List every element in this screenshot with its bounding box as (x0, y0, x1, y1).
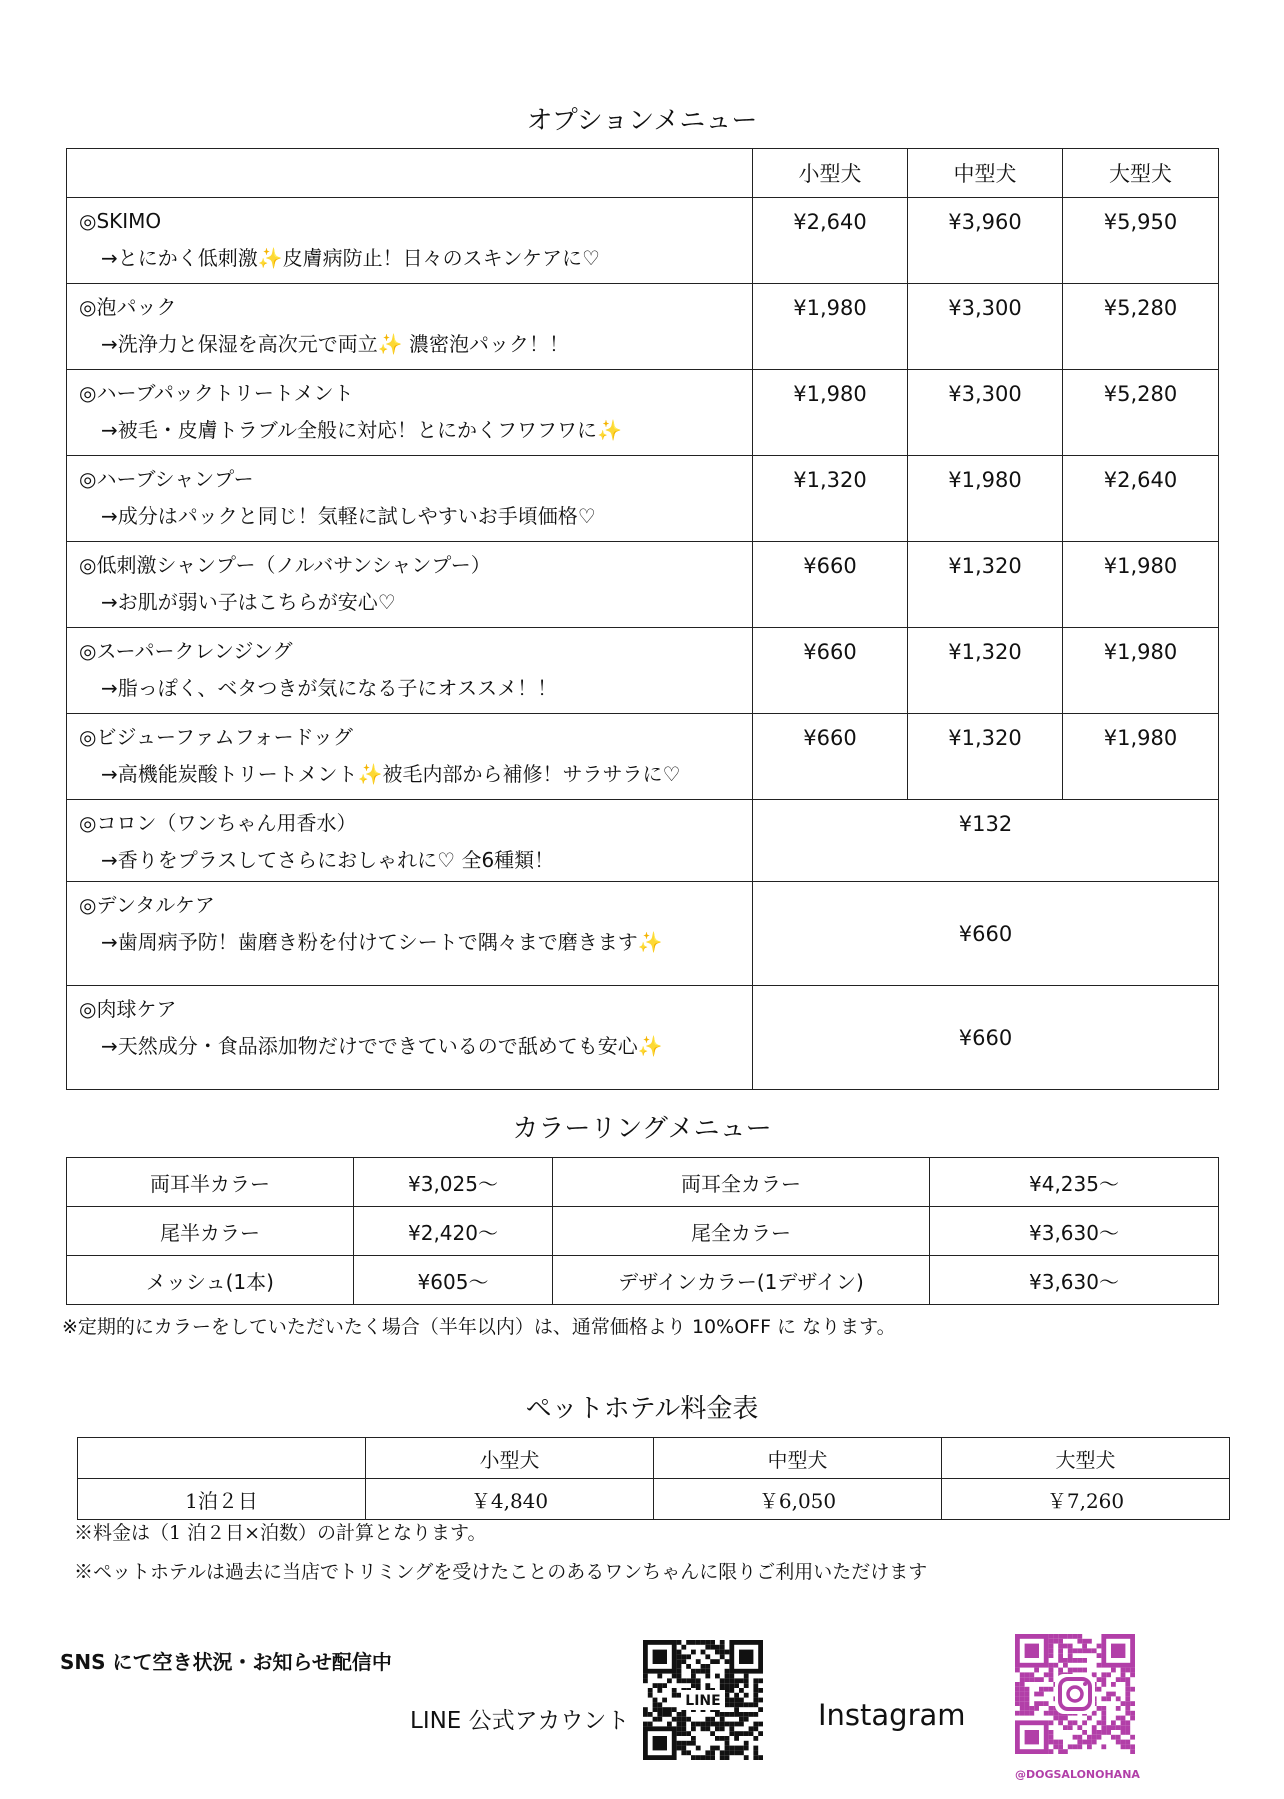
option-description: →とにかく低刺激✨皮膚病防止！日々のスキンケアに♡ (101, 246, 600, 270)
option-price: ¥5,280 (1063, 284, 1219, 370)
option-name-cell (67, 882, 753, 986)
coloring-price: ¥2,420～ (354, 1207, 553, 1256)
option-name-cell (67, 800, 753, 882)
option-menu-title: オプションメニュー (526, 106, 758, 136)
option-row-single-price (67, 986, 1219, 1090)
option-price: ¥3,960 (908, 198, 1063, 284)
coloring-price: ¥3,630～ (930, 1256, 1219, 1305)
option-name: ◎デンタルケア (79, 893, 215, 917)
instagram-handle: @DOGSALONOHANA (1015, 1768, 1140, 1781)
hotel-header-small: 小型犬 (366, 1438, 654, 1479)
hotel-stay: 1泊２日 (78, 1479, 366, 1520)
coloring-table (66, 1157, 1219, 1305)
pet-hotel-title: ペットホテル料金表 (525, 1394, 759, 1424)
option-price: ¥1,980 (908, 456, 1063, 542)
option-name: ◎SKIMO (79, 209, 162, 233)
hotel-price-small: ￥4,840 (366, 1479, 654, 1520)
option-name: ◎ハーブパックトリートメント (79, 381, 354, 405)
sns-heading: SNS にて空き状況・お知らせ配信中 (60, 1650, 392, 1674)
option-description: →お肌が弱い子はこちらが安心♡ (101, 590, 396, 614)
option-row (67, 542, 1219, 628)
hotel-note-1: ※料金は（1 泊２日×泊数）の計算となります。 (74, 1522, 487, 1544)
option-name: ◎肉球ケア (79, 997, 177, 1021)
option-price: ¥1,980 (753, 370, 908, 456)
hotel-header-large: 大型犬 (942, 1438, 1230, 1479)
option-price: ¥3,300 (908, 284, 1063, 370)
coloring-price: ¥605～ (354, 1256, 553, 1305)
option-name: ◎低刺激シャンプー（ノルバサンシャンプー） (79, 553, 491, 577)
coloring-item: 尾全カラー (553, 1207, 930, 1256)
option-price: ¥1,320 (908, 628, 1063, 714)
coloring-price: ¥4,235～ (930, 1158, 1219, 1207)
option-name-cell (67, 542, 753, 628)
hotel-note-2: ※ペットホテルは過去に当店でトリミングを受けたことのあるワンちゃんに限りご利用いただけます (74, 1561, 928, 1583)
option-header-row (67, 149, 1219, 198)
option-description: →香りをプラスしてさらにおしゃれに♡ 全6種類！ (101, 848, 555, 872)
option-name-cell (67, 198, 753, 284)
option-name: ◎スーパークレンジング (79, 639, 293, 663)
option-description: →高機能炭酸トリートメント✨被毛内部から補修！サラサラに♡ (101, 762, 681, 786)
option-price: ¥2,640 (1063, 456, 1219, 542)
line-label: LINE 公式アカウント (410, 1708, 630, 1734)
coloring-note: ※定期的にカラーをしていただいたく場合（半年以内）は、通常価格より 10%OFF に なります。 (62, 1316, 896, 1338)
option-row (67, 198, 1219, 284)
header-medium: 中型犬 (908, 149, 1063, 198)
option-price: ¥1,980 (753, 284, 908, 370)
coloring-item: 尾半カラー (67, 1207, 354, 1256)
option-menu-table (66, 148, 1219, 1090)
option-name-cell (67, 284, 753, 370)
option-name-cell (67, 456, 753, 542)
header-small: 小型犬 (753, 149, 908, 198)
option-price: ¥660 (753, 882, 1219, 986)
coloring-menu-title: カラーリングメニュー (512, 1114, 772, 1144)
option-row-single-price (67, 800, 1219, 882)
option-name: ◎ビジューファムフォードッグ (79, 725, 353, 749)
option-price: ¥3,300 (908, 370, 1063, 456)
coloring-item: 両耳全カラー (553, 1158, 930, 1207)
hotel-price-large: ￥7,260 (942, 1479, 1230, 1520)
option-price: ¥1,320 (753, 456, 908, 542)
instagram-label: Instagram (818, 1698, 966, 1732)
option-description: →被毛・皮膚トラブル全般に対応！とにかくフワフワに✨ (101, 418, 622, 442)
option-price: ¥5,950 (1063, 198, 1219, 284)
option-row (67, 370, 1219, 456)
option-price: ¥2,640 (753, 198, 908, 284)
pet-hotel-table (77, 1437, 1230, 1520)
option-price: ¥1,980 (1063, 628, 1219, 714)
option-row (67, 284, 1219, 370)
coloring-item: デザインカラー(1デザイン) (553, 1256, 930, 1305)
option-price: ¥132 (753, 800, 1219, 882)
option-price: ¥1,320 (908, 542, 1063, 628)
option-price: ¥1,320 (908, 714, 1063, 800)
coloring-item: 両耳半カラー (67, 1158, 354, 1207)
instagram-qr-code[interactable] (1015, 1634, 1135, 1754)
coloring-row (67, 1256, 1219, 1305)
option-description: →成分はパックと同じ！気軽に試しやすいお手頃価格♡ (101, 504, 596, 528)
option-price: ¥660 (753, 986, 1219, 1090)
coloring-row (67, 1207, 1219, 1256)
option-price: ¥660 (753, 628, 908, 714)
option-name-cell (67, 714, 753, 800)
option-name-cell (67, 628, 753, 714)
option-name: ◎ハーブシャンプー (79, 467, 254, 491)
header-empty (67, 149, 753, 198)
option-name-cell (67, 370, 753, 456)
header-large: 大型犬 (1063, 149, 1219, 198)
line-qr-logo: LINE (685, 1693, 721, 1709)
hotel-header-empty (78, 1438, 366, 1479)
option-description: →歯周病予防！歯磨き粉を付けてシートで隅々まで磨きます✨ (101, 930, 663, 954)
option-row (67, 714, 1219, 800)
option-name: ◎泡パック (79, 295, 177, 319)
option-price: ¥5,280 (1063, 370, 1219, 456)
option-name: ◎コロン（ワンちゃん用香水） (79, 811, 357, 835)
option-name-cell (67, 986, 753, 1090)
hotel-header-row (78, 1438, 1230, 1479)
option-description: →脂っぽく、ベタつきが気になる子にオススメ！！ (101, 676, 558, 700)
option-price: ¥1,980 (1063, 542, 1219, 628)
option-description: →洗浄力と保湿を高次元で両立✨ 濃密泡パック！！ (101, 332, 570, 356)
coloring-item: メッシュ(1本) (67, 1256, 354, 1305)
option-price: ¥660 (753, 542, 908, 628)
hotel-header-medium: 中型犬 (654, 1438, 942, 1479)
coloring-price: ¥3,025～ (354, 1158, 553, 1207)
option-price: ¥660 (753, 714, 908, 800)
hotel-price-row (78, 1479, 1230, 1520)
option-description: →天然成分・食品添加物だけでできているので舐めても安心✨ (101, 1034, 663, 1058)
option-row (67, 628, 1219, 714)
line-qr-code[interactable] (643, 1640, 763, 1760)
hotel-price-medium: ￥6,050 (654, 1479, 942, 1520)
coloring-price: ¥3,630～ (930, 1207, 1219, 1256)
option-row (67, 456, 1219, 542)
option-price: ¥1,980 (1063, 714, 1219, 800)
option-row-single-price (67, 882, 1219, 986)
coloring-row (67, 1158, 1219, 1207)
